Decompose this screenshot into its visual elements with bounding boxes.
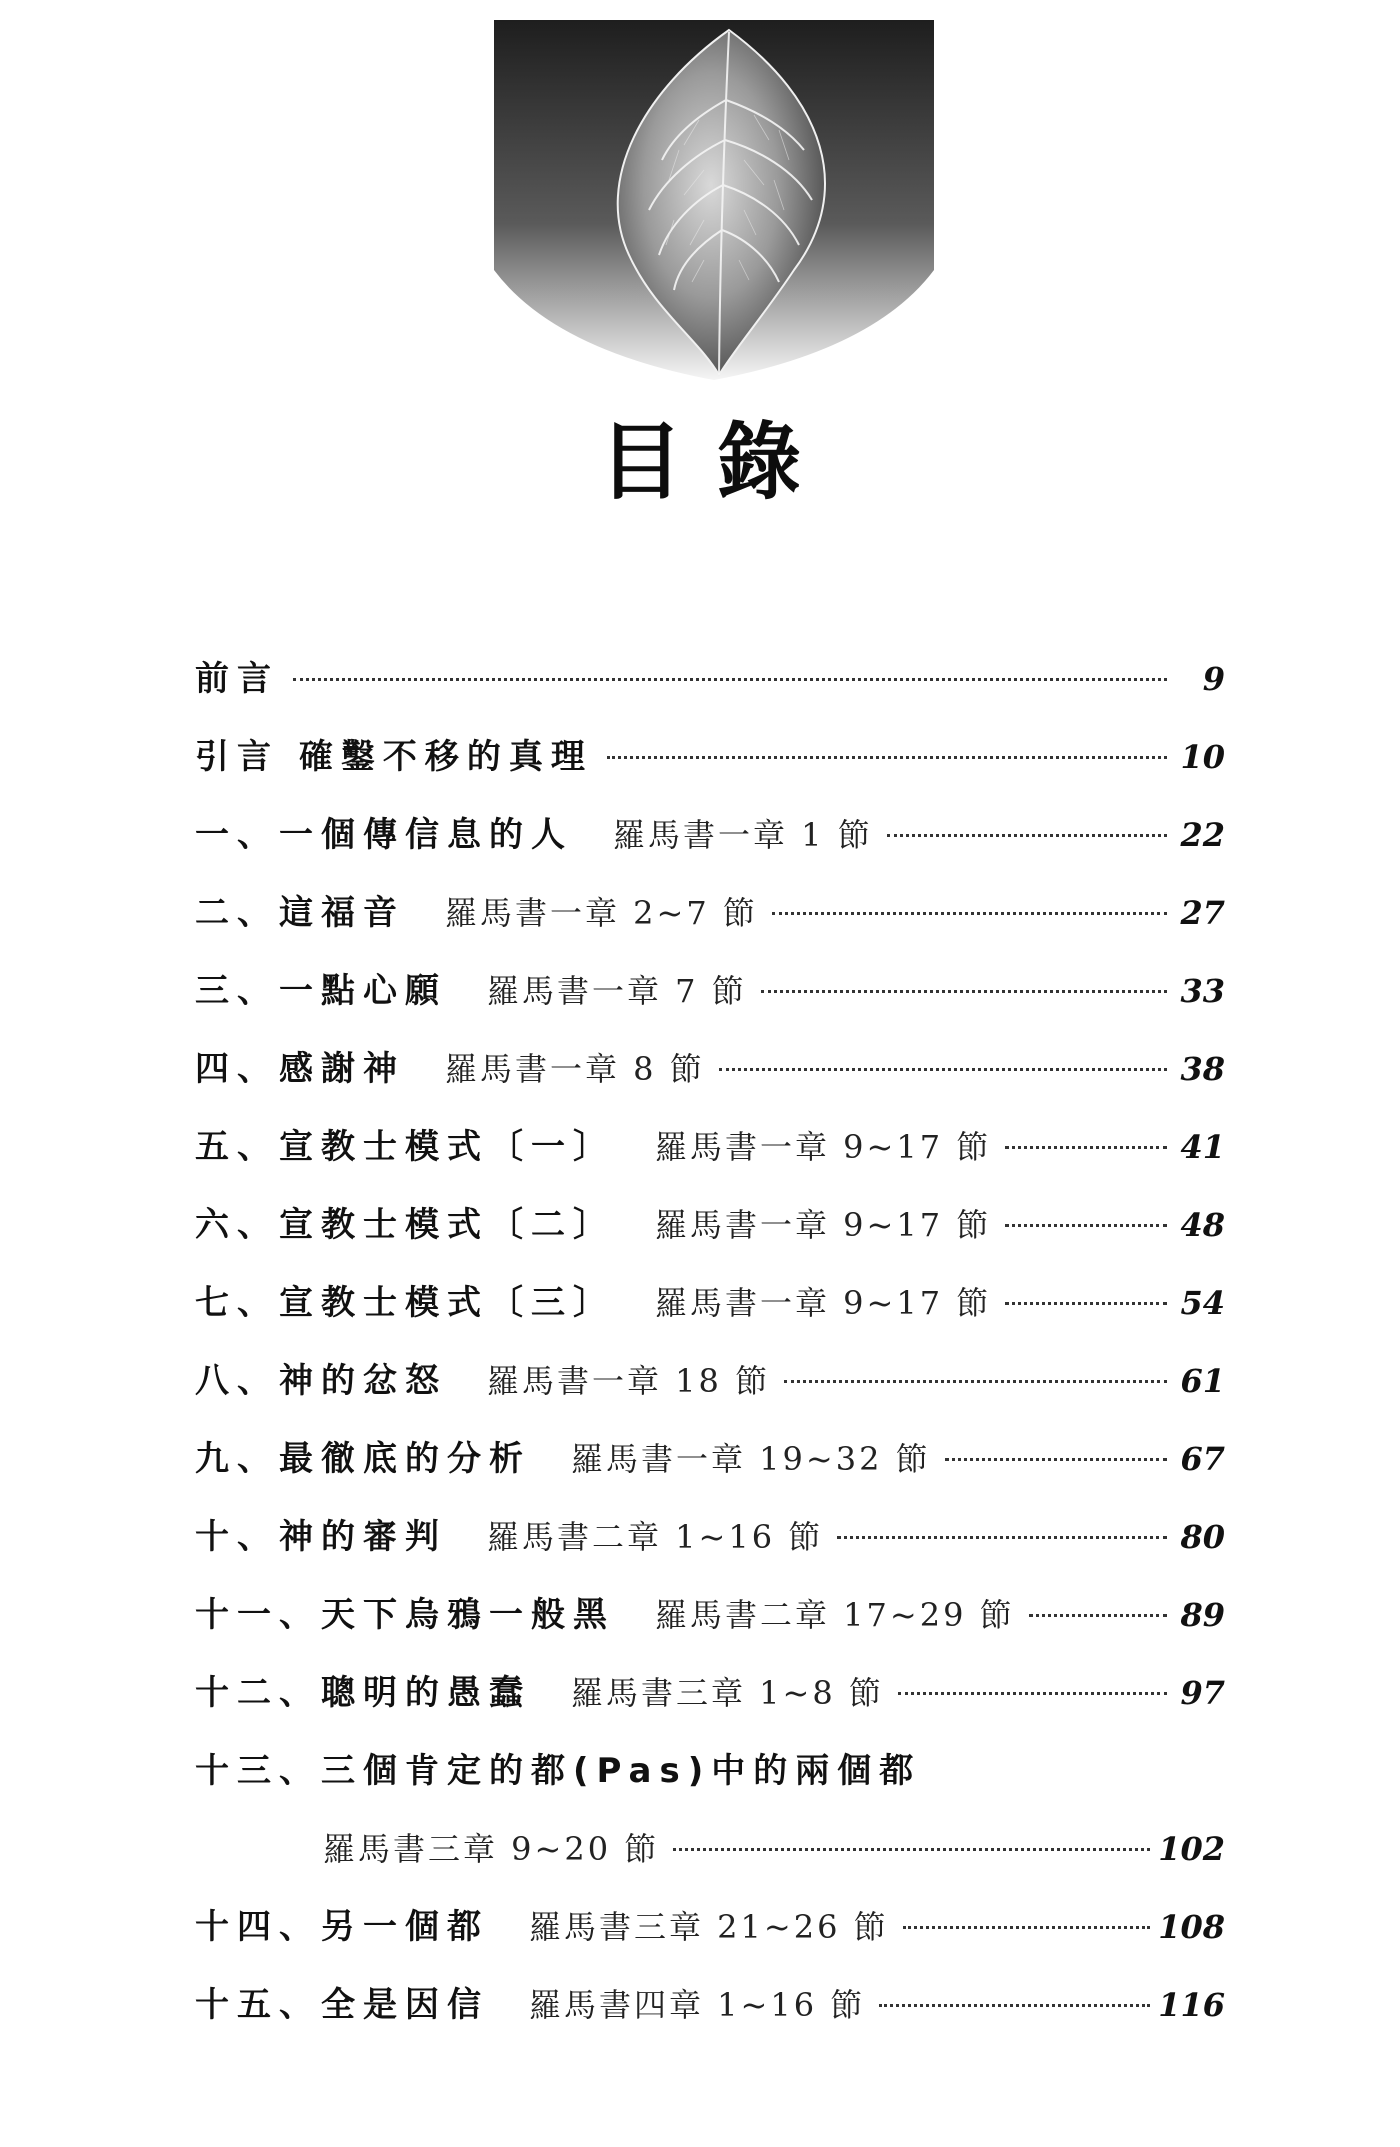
toc-title: 十二、聰明的愚蠢 — [195, 1673, 531, 1713]
toc-page-number: 41 — [1180, 1128, 1225, 1166]
toc-reference: 羅馬書二章 17~29 節 — [655, 1596, 1015, 1634]
toc-entry-chapter-14[interactable] — [195, 1888, 1225, 1966]
dot-leader — [772, 912, 1167, 915]
toc-reference: 羅馬書二章 1~16 節 — [487, 1518, 824, 1556]
toc-entry-chapter-5[interactable] — [195, 1108, 1225, 1186]
toc-entry-chapter-12[interactable] — [195, 1654, 1225, 1732]
toc-reference: 羅馬書一章 9~17 節 — [655, 1128, 992, 1166]
toc-reference: 羅馬書一章 18 節 — [487, 1362, 771, 1400]
toc-title: 前言 — [195, 659, 279, 699]
dot-leader — [719, 1068, 1167, 1071]
toc-title: 九、最徹底的分析 — [195, 1439, 531, 1479]
toc-page-number: 97 — [1180, 1674, 1225, 1712]
dot-leader — [673, 1848, 1150, 1851]
toc-entry-chapter-13-reference[interactable] — [195, 1810, 1225, 1888]
toc-reference: 羅馬書三章 1~8 節 — [571, 1674, 884, 1712]
dot-leader — [761, 990, 1167, 993]
toc-entry-introduction[interactable] — [195, 718, 1225, 796]
toc-page-number: 48 — [1180, 1206, 1225, 1244]
toc-title: 一、一個傳信息的人 — [195, 815, 573, 855]
toc-title: 十一、天下烏鴉一般黑 — [195, 1595, 615, 1635]
toc-page-number: 38 — [1180, 1050, 1225, 1088]
toc-page-number: 61 — [1180, 1362, 1225, 1400]
toc-page-number: 9 — [1202, 660, 1225, 698]
toc-title: 十四、另一個都 — [195, 1907, 489, 1947]
dot-leader — [903, 1926, 1151, 1929]
toc-reference: 羅馬書一章 9~17 節 — [655, 1284, 992, 1322]
toc-entry-chapter-9[interactable] — [195, 1420, 1225, 1498]
toc-entry-chapter-11[interactable] — [195, 1576, 1225, 1654]
toc-title: 八、神的忿怒 — [195, 1361, 447, 1401]
toc-entry-chapter-10[interactable] — [195, 1498, 1225, 1576]
toc-page-number: 108 — [1158, 1908, 1225, 1946]
toc-reference: 羅馬書一章 1 節 — [613, 816, 873, 854]
toc-page-number: 54 — [1180, 1284, 1225, 1322]
leaf-illustration — [494, 20, 934, 390]
toc-reference: 羅馬書三章 21~26 節 — [529, 1908, 889, 1946]
dot-leader — [1005, 1302, 1167, 1305]
toc-reference: 羅馬書一章 19~32 節 — [571, 1440, 931, 1478]
table-of-contents — [195, 640, 1225, 2044]
dot-leader — [1005, 1224, 1167, 1227]
toc-entry-chapter-1[interactable] — [195, 796, 1225, 874]
toc-page-number: 22 — [1180, 816, 1225, 854]
toc-title: 十、神的審判 — [195, 1517, 447, 1557]
toc-reference: 羅馬書三章 9~20 節 — [323, 1830, 660, 1868]
dot-leader — [1005, 1146, 1167, 1149]
toc-page-number: 116 — [1158, 1986, 1225, 2024]
toc-title: 七、宣教士模式〔三〕 — [195, 1283, 615, 1323]
toc-title: 十五、全是因信 — [195, 1985, 489, 2025]
dot-leader — [879, 2004, 1150, 2007]
toc-reference: 羅馬書一章 9~17 節 — [655, 1206, 992, 1244]
toc-entry-chapter-2[interactable] — [195, 874, 1225, 952]
toc-entry-chapter-6[interactable] — [195, 1186, 1225, 1264]
dot-leader — [837, 1536, 1167, 1539]
toc-reference: 羅馬書一章 7 節 — [487, 972, 747, 1010]
toc-title: 引言 確鑿不移的真理 — [195, 737, 593, 777]
toc-entry-chapter-4[interactable] — [195, 1030, 1225, 1108]
toc-reference: 羅馬書四章 1~16 節 — [529, 1986, 866, 2024]
toc-reference: 羅馬書一章 2~7 節 — [445, 894, 758, 932]
toc-reference: 羅馬書一章 8 節 — [445, 1050, 705, 1088]
toc-entry-chapter-8[interactable] — [195, 1342, 1225, 1420]
dot-leader — [293, 678, 1167, 681]
toc-page-number: 10 — [1180, 738, 1225, 776]
page-title: 目錄 — [598, 413, 835, 511]
dot-leader — [945, 1458, 1167, 1461]
toc-entry-preface[interactable] — [195, 640, 1225, 718]
dot-leader — [887, 834, 1167, 837]
dot-leader — [1029, 1614, 1167, 1617]
dot-leader — [898, 1692, 1167, 1695]
toc-entry-chapter-15[interactable] — [195, 1966, 1225, 2044]
toc-entry-chapter-13[interactable] — [195, 1732, 1225, 1810]
toc-title: 十三、三個肯定的都(Pas)中的兩個都 — [195, 1751, 922, 1791]
toc-title: 二、這福音 — [195, 893, 405, 933]
toc-page-number: 67 — [1180, 1440, 1225, 1478]
toc-page-number: 89 — [1180, 1596, 1225, 1634]
toc-page-number: 33 — [1180, 972, 1225, 1010]
toc-page-number: 80 — [1180, 1518, 1225, 1556]
dot-leader — [607, 756, 1167, 759]
dot-leader — [784, 1380, 1167, 1383]
toc-title: 三、一點心願 — [195, 971, 447, 1011]
toc-title: 六、宣教士模式〔二〕 — [195, 1205, 615, 1245]
toc-title: 四、感謝神 — [195, 1049, 405, 1089]
toc-page-number: 27 — [1180, 894, 1225, 932]
toc-page-number: 102 — [1158, 1830, 1225, 1868]
toc-title: 五、宣教士模式〔一〕 — [195, 1127, 615, 1167]
toc-entry-chapter-3[interactable] — [195, 952, 1225, 1030]
toc-entry-chapter-7[interactable] — [195, 1264, 1225, 1342]
